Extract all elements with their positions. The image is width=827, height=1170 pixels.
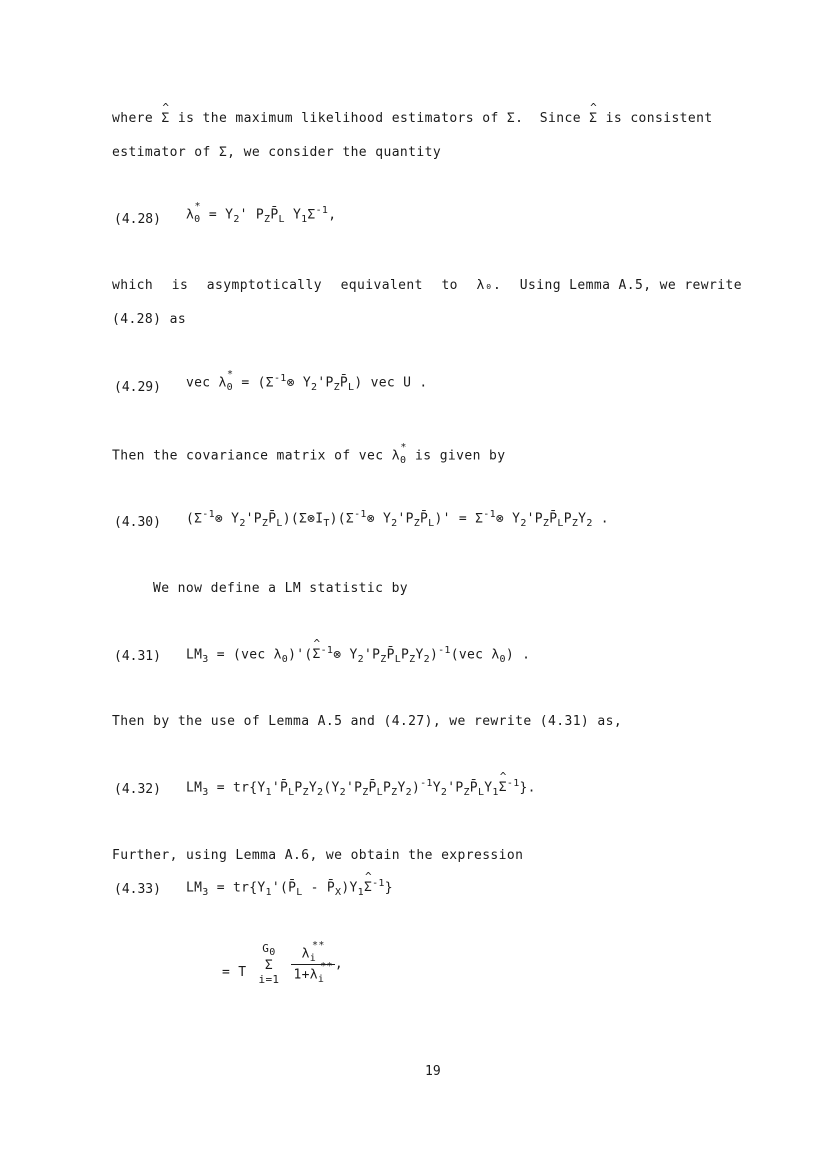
equation-number-4-28: (4.28) — [114, 212, 161, 227]
equation-4-32: $LM_3$ = $tr\{Y_1'P̄_LP_ZY_2(Y_2'P_ZP̄_LP_ZY_2)^{-1}Y_2'P_ZP̄_LY_1\^{}$ $\Sigma^{-1}$}. — [186, 778, 536, 798]
page-number: 19 — [425, 1064, 441, 1079]
word: λ₀. — [476, 278, 502, 293]
text-line-2: estimator of Σ, we consider the quantity — [112, 145, 442, 160]
text-line-7: Then by the use of Lemma A.5 and (4.27), we rewrite (4.31) as, — [112, 714, 623, 729]
text-line-1: where ^ Σ is the maximum likelihood estimators of Σ. Since ^ Σ is consistent — [112, 111, 713, 126]
text-line-3 — [112, 278, 742, 293]
word: Using Lemma A.5, we rewrite — [519, 278, 742, 293]
equation-number-4-33: (4.33) — [114, 882, 161, 897]
word: which — [112, 278, 154, 293]
text-line-4: (4.28) as — [112, 312, 187, 327]
equation-number-4-29: (4.29) — [114, 380, 161, 395]
equation-4-33: $LM_3$ = $tr\{Y_1'(P̄_L$ - $P̄_X)Y_1\^{}$ $\Sigma^{-1}$} — [186, 878, 393, 898]
word: asymptotically — [206, 278, 322, 293]
equation-number-4-32: (4.32) — [114, 782, 161, 797]
word: to — [441, 278, 458, 293]
word: equivalent — [340, 278, 423, 293]
equation-4-31: $LM_3 = (vec$ $\lambda_0)'(\^{}$ $\Sigma^{-1}\otimes$ $Y_2'P_ZP̄_LP_ZY_2)^{-1}(vec$ $\lambda_0$) . — [186, 645, 530, 665]
equation-4-29: vec $\lambda_0^*$ = ($\Sigma^{-1}\otimes$ $Y_2'P_ZP̄_L$) vec U . — [186, 369, 428, 393]
equation-4-28: $\lambda_0^* = Y_2'$ $P_ZP̄_L$ $Y_1\Sigma^{-1}$, — [186, 201, 337, 225]
equation-number-4-31: (4.31) — [114, 649, 161, 664]
text-line-5: Then the covariance matrix of vec $\lambda_0^*$ is given by — [112, 442, 506, 466]
text-line-8: Further, using Lemma A.6, we obtain the expression — [112, 848, 524, 863]
equation-4-30: ($\Sigma^{-1}\otimes$ $Y_2'P_ZP̄_L)(\Sigma\otimes I_T)(\Sigma^{-1}\otimes$ $Y_2'P_ZP̄_L)'$ = $\Sigma^{-1}\otimes$ $Y_2'P_ZP̄_LP_ZY_2$ . — [186, 509, 609, 529]
word: is — [171, 278, 189, 293]
equation-number-4-30: (4.30) — [114, 515, 161, 530]
equation-4-33-sum: = T $G_0$ Σ i=1 $\frac{\lambda_i^{**}}{1+\lambda_i^{**}}$ , — [222, 939, 343, 987]
text-line-6: We now define a LM statistic by — [153, 581, 409, 596]
